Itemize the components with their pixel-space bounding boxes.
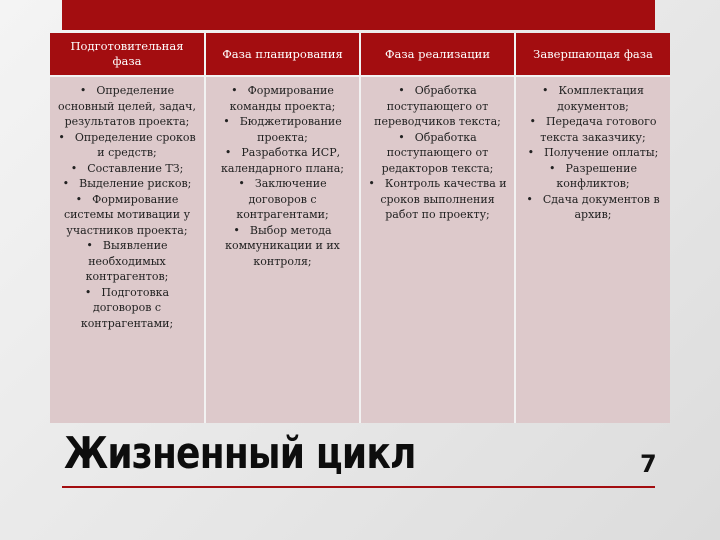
bottom-divider [62, 486, 655, 488]
header-implementation-phase: Фаза реализации [360, 33, 515, 76]
cell-planning-phase [205, 76, 360, 423]
header-final-phase: Завершающая фаза [515, 33, 670, 76]
list-item: • Получение оплаты; [522, 145, 664, 161]
top-accent-bar [62, 0, 655, 30]
table-row [50, 76, 670, 423]
task-list [367, 83, 508, 223]
list-item: • Сдача документов в архив; [522, 192, 664, 223]
list-item: • Заключение договоров с контрагентами; [212, 176, 353, 223]
task-list [522, 83, 664, 223]
list-item: • Выбор метода коммуникации и их контроля; [212, 223, 353, 270]
header-planning-phase: Фаза планирования [205, 33, 360, 76]
list-item: • Определение сроков и средств; [56, 130, 198, 161]
list-item: • Разработка ИСР, календарного плана; [212, 145, 353, 176]
list-item: • Передача готового текста заказчику; [522, 114, 664, 145]
list-item: • Разрешение конфликтов; [522, 161, 664, 192]
slide-number: 7 [640, 450, 657, 478]
list-item: • Контроль качества и сроков выполнения работ по проекту; [367, 176, 508, 223]
cell-final-phase [515, 76, 670, 423]
list-item: • Составление ТЗ; [56, 161, 198, 177]
list-item: • Формирование системы мотивации у участников проекта; [56, 192, 198, 239]
list-item: • Бюджетирование проекта; [212, 114, 353, 145]
list-item: • Обработка поступающего от переводчиков текста; [367, 83, 508, 130]
cell-preparatory-phase [50, 76, 205, 423]
list-item: • Выявление необходимых контрагентов; [56, 238, 198, 285]
list-item: • Обработка поступающего от редакторов текста; [367, 130, 508, 177]
list-item: • Определение основный целей, задач, результатов проекта; [56, 83, 198, 130]
task-list [56, 83, 198, 331]
task-list [212, 83, 353, 269]
phases-table [50, 33, 670, 423]
slide-title: Жизненный цикл [64, 428, 416, 479]
list-item: • Подготовка договоров с контрагентами; [56, 285, 198, 332]
list-item: • Формирование команды проекта; [212, 83, 353, 114]
cell-implementation-phase [360, 76, 515, 423]
list-item: • Выделение рисков; [56, 176, 198, 192]
table-header-row [50, 33, 670, 76]
header-preparatory-phase: Подготовительная фаза [50, 33, 205, 76]
list-item: • Комплектация документов; [522, 83, 664, 114]
